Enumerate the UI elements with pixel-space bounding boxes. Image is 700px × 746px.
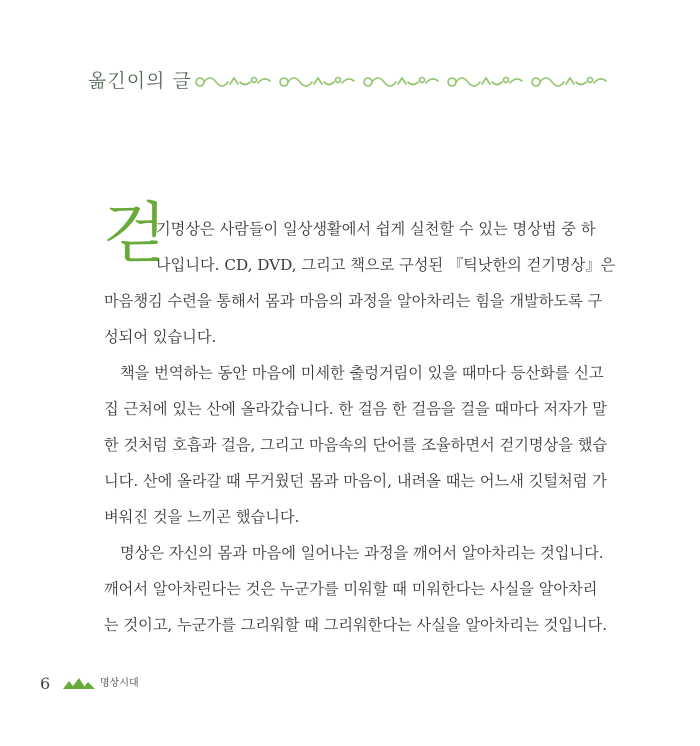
paragraph-line: 한 것처럼 호흡과 걸음, 그리고 마음속의 단어를 조율하면서 걷기명상을 했습 xyxy=(104,436,608,454)
drop-cap: 걷 xyxy=(103,195,167,272)
paragraph-line: 는 것이고, 누군가를 그리워할 때 그리워한다는 사실을 알아차리는 것입니다. xyxy=(104,616,608,634)
paragraph-line: 성되어 있습니다. xyxy=(104,328,217,346)
page-header xyxy=(88,66,648,98)
paragraph-line: 깨어서 알아차린다는 것은 누군가를 미워할 때 미워한다는 사실을 알아차리 xyxy=(104,580,598,598)
section-title: 옮긴이의 글 xyxy=(88,70,192,92)
vine-ornament-icon xyxy=(192,70,612,94)
mountain-icon xyxy=(62,676,96,690)
paragraph-line: 마음챙김 수련을 통해서 몸과 마음의 과정을 알아차리는 힘을 개발하도록 구 xyxy=(104,292,603,310)
paragraph-line: 니다. 산에 올라갈 때 무거웠던 몸과 마음이, 내려올 때는 어느새 깃털처럼 가 xyxy=(104,472,607,490)
paragraph-line: 책을 번역하는 동안 마음에 미세한 출렁거림이 있을 때마다 등산화를 신고 xyxy=(120,364,604,382)
paragraph-line: 벼워진 것을 느끼곤 했습니다. xyxy=(104,508,300,526)
page-number: 6 xyxy=(40,674,51,693)
paragraph-line: 명상은 자신의 몸과 마음에 일어나는 과정을 깨어서 알아차리는 것입니다. xyxy=(120,544,604,562)
paragraph-line: 기명상은 사람들이 일상생활에서 쉽게 실천할 수 있는 명상법 중 하 xyxy=(156,220,596,238)
paragraph-line: 집 근처에 있는 산에 올라갔습니다. 한 걸음 한 걸음을 걸을 때마다 저자가 말 xyxy=(104,400,607,418)
paragraph-line: 나입니다. CD, DVD, 그리고 책으로 구성된 『틱낫한의 걷기명상』은 xyxy=(156,256,616,274)
book-title: 명상시대 xyxy=(100,678,139,689)
